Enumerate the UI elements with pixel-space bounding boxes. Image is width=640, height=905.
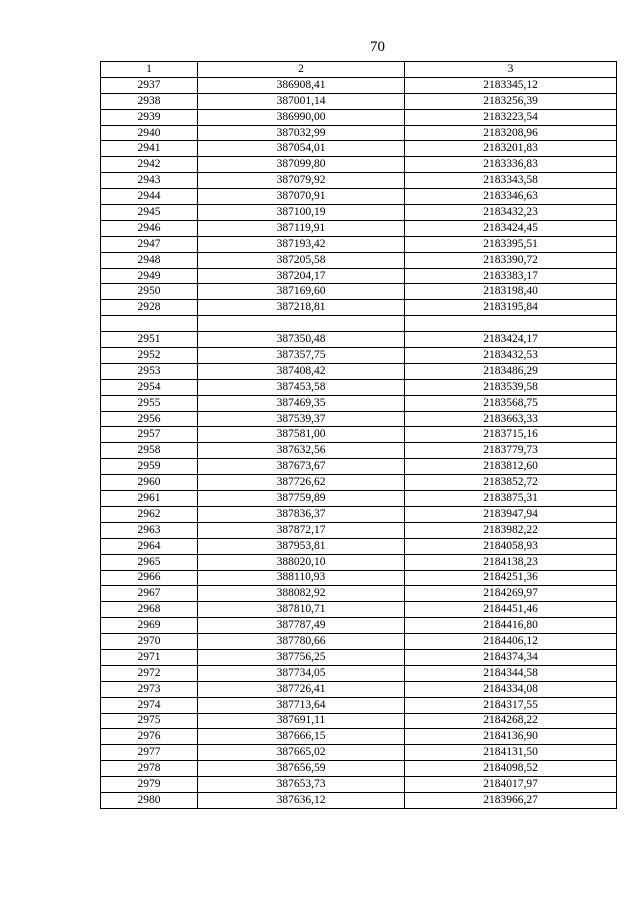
point-number-cell: 2973 xyxy=(101,681,198,697)
x-coordinate-cell: 387726,41 xyxy=(198,681,405,697)
x-coordinate-cell: 387665,02 xyxy=(198,745,405,761)
y-coordinate-cell: 2184058,93 xyxy=(405,538,617,554)
table-row xyxy=(101,332,617,348)
point-number-cell: 2965 xyxy=(101,554,198,570)
x-coordinate-cell: 387469,35 xyxy=(198,395,405,411)
x-coordinate-cell: 387872,17 xyxy=(198,522,405,538)
y-coordinate-cell xyxy=(405,316,617,332)
y-coordinate-cell: 2183424,17 xyxy=(405,332,617,348)
table-row xyxy=(101,777,617,793)
x-coordinate-cell: 387539,37 xyxy=(198,411,405,427)
y-coordinate-cell: 2184317,55 xyxy=(405,697,617,713)
table-body xyxy=(101,77,617,808)
table-row xyxy=(101,173,617,189)
point-number-cell: 2959 xyxy=(101,459,198,475)
x-coordinate-cell: 387691,11 xyxy=(198,713,405,729)
table-row xyxy=(101,93,617,109)
table-row xyxy=(101,522,617,538)
table-row xyxy=(101,792,617,808)
y-coordinate-cell: 2183779,73 xyxy=(405,443,617,459)
x-coordinate-cell: 386908,41 xyxy=(198,77,405,93)
table-row xyxy=(101,284,617,300)
point-number-cell: 2978 xyxy=(101,761,198,777)
column-header-1: 1 xyxy=(101,62,198,78)
table-row xyxy=(101,586,617,602)
point-number-cell: 2962 xyxy=(101,506,198,522)
point-number-cell: 2956 xyxy=(101,411,198,427)
table-row xyxy=(101,141,617,157)
point-number-cell: 2952 xyxy=(101,348,198,364)
table-row xyxy=(101,681,617,697)
table-row xyxy=(101,602,617,618)
table-row xyxy=(101,157,617,173)
point-number-cell: 2958 xyxy=(101,443,198,459)
x-coordinate-cell: 387713,64 xyxy=(198,697,405,713)
x-coordinate-cell: 387001,14 xyxy=(198,93,405,109)
y-coordinate-cell: 2183390,72 xyxy=(405,252,617,268)
y-coordinate-cell: 2184136,90 xyxy=(405,729,617,745)
table-row xyxy=(101,236,617,252)
table-row xyxy=(101,379,617,395)
y-coordinate-cell: 2183432,23 xyxy=(405,205,617,221)
table-row xyxy=(101,395,617,411)
table-row xyxy=(101,538,617,554)
table-row xyxy=(101,554,617,570)
table-row xyxy=(101,570,617,586)
point-number-cell: 2961 xyxy=(101,491,198,507)
y-coordinate-cell: 2183663,33 xyxy=(405,411,617,427)
table-row xyxy=(101,443,617,459)
point-number-cell: 2976 xyxy=(101,729,198,745)
x-coordinate-cell xyxy=(198,316,405,332)
y-coordinate-cell: 2184017,97 xyxy=(405,777,617,793)
point-number-cell: 2975 xyxy=(101,713,198,729)
y-coordinate-cell: 2183343,58 xyxy=(405,173,617,189)
y-coordinate-cell: 2184098,52 xyxy=(405,761,617,777)
x-coordinate-cell: 387204,17 xyxy=(198,268,405,284)
y-coordinate-cell: 2183947,94 xyxy=(405,506,617,522)
point-number-cell: 2960 xyxy=(101,475,198,491)
x-coordinate-cell: 387836,37 xyxy=(198,506,405,522)
y-coordinate-cell: 2183424,45 xyxy=(405,220,617,236)
x-coordinate-cell: 387953,81 xyxy=(198,538,405,554)
y-coordinate-cell: 2183345,12 xyxy=(405,77,617,93)
point-number-cell: 2972 xyxy=(101,665,198,681)
point-number-cell: 2977 xyxy=(101,745,198,761)
y-coordinate-cell: 2183715,16 xyxy=(405,427,617,443)
table-row xyxy=(101,506,617,522)
x-coordinate-cell: 387581,00 xyxy=(198,427,405,443)
point-number-cell: 2943 xyxy=(101,173,198,189)
point-number-cell: 2954 xyxy=(101,379,198,395)
y-coordinate-cell: 2184451,46 xyxy=(405,602,617,618)
y-coordinate-cell: 2183346,63 xyxy=(405,189,617,205)
table-row xyxy=(101,348,617,364)
point-number-cell: 2974 xyxy=(101,697,198,713)
y-coordinate-cell: 2184334,08 xyxy=(405,681,617,697)
y-coordinate-cell: 2183966,27 xyxy=(405,792,617,808)
y-coordinate-cell: 2184416,80 xyxy=(405,618,617,634)
y-coordinate-cell: 2184268,22 xyxy=(405,713,617,729)
x-coordinate-cell: 387119,91 xyxy=(198,220,405,236)
coordinates-table xyxy=(100,61,617,809)
table-row xyxy=(101,634,617,650)
y-coordinate-cell: 2183432,53 xyxy=(405,348,617,364)
point-number-cell: 2957 xyxy=(101,427,198,443)
y-coordinate-cell: 2183198,40 xyxy=(405,284,617,300)
y-coordinate-cell: 2183852,72 xyxy=(405,475,617,491)
point-number-cell: 2955 xyxy=(101,395,198,411)
x-coordinate-cell: 387100,19 xyxy=(198,205,405,221)
x-coordinate-cell: 387453,58 xyxy=(198,379,405,395)
x-coordinate-cell: 387636,12 xyxy=(198,792,405,808)
y-coordinate-cell: 2183383,17 xyxy=(405,268,617,284)
x-coordinate-cell: 387759,89 xyxy=(198,491,405,507)
point-number-cell: 2971 xyxy=(101,649,198,665)
point-number-cell: 2948 xyxy=(101,252,198,268)
x-coordinate-cell: 387032,99 xyxy=(198,125,405,141)
y-coordinate-cell: 2184406,12 xyxy=(405,634,617,650)
point-number-cell: 2941 xyxy=(101,141,198,157)
y-coordinate-cell: 2184269,97 xyxy=(405,586,617,602)
y-coordinate-cell: 2183195,84 xyxy=(405,300,617,316)
y-coordinate-cell: 2183395,51 xyxy=(405,236,617,252)
x-coordinate-cell: 388020,10 xyxy=(198,554,405,570)
table-row xyxy=(101,745,617,761)
table-row xyxy=(101,411,617,427)
x-coordinate-cell: 387408,42 xyxy=(198,363,405,379)
x-coordinate-cell: 387787,49 xyxy=(198,618,405,634)
table-row xyxy=(101,205,617,221)
table-row xyxy=(101,761,617,777)
x-coordinate-cell: 387756,25 xyxy=(198,649,405,665)
table-row xyxy=(101,697,617,713)
point-number-cell xyxy=(101,316,198,332)
y-coordinate-cell: 2183336,83 xyxy=(405,157,617,173)
y-coordinate-cell: 2184131,50 xyxy=(405,745,617,761)
table-row xyxy=(101,125,617,141)
table-row xyxy=(101,665,617,681)
table-row xyxy=(101,427,617,443)
table-row xyxy=(101,713,617,729)
point-number-cell: 2944 xyxy=(101,189,198,205)
point-number-cell: 2967 xyxy=(101,586,198,602)
x-coordinate-cell: 387218,81 xyxy=(198,300,405,316)
table-row xyxy=(101,618,617,634)
y-coordinate-cell: 2183223,54 xyxy=(405,109,617,125)
x-coordinate-cell: 387169,60 xyxy=(198,284,405,300)
point-number-cell: 2969 xyxy=(101,618,198,634)
y-coordinate-cell: 2183208,96 xyxy=(405,125,617,141)
y-coordinate-cell: 2184138,23 xyxy=(405,554,617,570)
x-coordinate-cell: 387673,67 xyxy=(198,459,405,475)
y-coordinate-cell: 2183812,60 xyxy=(405,459,617,475)
point-number-cell: 2953 xyxy=(101,363,198,379)
point-number-cell: 2938 xyxy=(101,93,198,109)
x-coordinate-cell: 387734,05 xyxy=(198,665,405,681)
point-number-cell: 2963 xyxy=(101,522,198,538)
point-number-cell: 2951 xyxy=(101,332,198,348)
table-row xyxy=(101,729,617,745)
table-row xyxy=(101,220,617,236)
table-row xyxy=(101,77,617,93)
column-header-2: 2 xyxy=(198,62,405,78)
y-coordinate-cell: 2184251,36 xyxy=(405,570,617,586)
point-number-cell: 2970 xyxy=(101,634,198,650)
x-coordinate-cell: 387653,73 xyxy=(198,777,405,793)
x-coordinate-cell: 388110,93 xyxy=(198,570,405,586)
table-row xyxy=(101,459,617,475)
x-coordinate-cell: 387054,01 xyxy=(198,141,405,157)
point-number-cell: 2939 xyxy=(101,109,198,125)
point-number-cell: 2947 xyxy=(101,236,198,252)
point-number-cell: 2937 xyxy=(101,77,198,93)
y-coordinate-cell: 2183539,58 xyxy=(405,379,617,395)
x-coordinate-cell: 386990,00 xyxy=(198,109,405,125)
x-coordinate-cell: 387726,62 xyxy=(198,475,405,491)
point-number-cell: 2946 xyxy=(101,220,198,236)
point-number-cell: 2928 xyxy=(101,300,198,316)
y-coordinate-cell: 2183486,29 xyxy=(405,363,617,379)
y-coordinate-cell: 2183256,39 xyxy=(405,93,617,109)
table-row xyxy=(101,363,617,379)
point-number-cell: 2964 xyxy=(101,538,198,554)
point-number-cell: 2980 xyxy=(101,792,198,808)
table-row xyxy=(101,268,617,284)
point-number-cell: 2940 xyxy=(101,125,198,141)
x-coordinate-cell: 387357,75 xyxy=(198,348,405,364)
y-coordinate-cell: 2183982,22 xyxy=(405,522,617,538)
y-coordinate-cell: 2184374,34 xyxy=(405,649,617,665)
point-number-cell: 2966 xyxy=(101,570,198,586)
x-coordinate-cell: 388082,92 xyxy=(198,586,405,602)
y-coordinate-cell: 2183875,31 xyxy=(405,491,617,507)
y-coordinate-cell: 2183201,83 xyxy=(405,141,617,157)
y-coordinate-cell: 2183568,75 xyxy=(405,395,617,411)
table-row xyxy=(101,316,617,332)
table-row xyxy=(101,300,617,316)
x-coordinate-cell: 387656,59 xyxy=(198,761,405,777)
table-row xyxy=(101,252,617,268)
x-coordinate-cell: 387099,80 xyxy=(198,157,405,173)
y-coordinate-cell: 2184344,58 xyxy=(405,665,617,681)
x-coordinate-cell: 387205,58 xyxy=(198,252,405,268)
column-header-3: 3 xyxy=(405,62,617,78)
point-number-cell: 2979 xyxy=(101,777,198,793)
x-coordinate-cell: 387780,66 xyxy=(198,634,405,650)
x-coordinate-cell: 387070,91 xyxy=(198,189,405,205)
table-row xyxy=(101,649,617,665)
table-row xyxy=(101,109,617,125)
x-coordinate-cell: 387810,71 xyxy=(198,602,405,618)
table-row xyxy=(101,475,617,491)
point-number-cell: 2942 xyxy=(101,157,198,173)
point-number-cell: 2945 xyxy=(101,205,198,221)
x-coordinate-cell: 387632,56 xyxy=(198,443,405,459)
x-coordinate-cell: 387666,15 xyxy=(198,729,405,745)
x-coordinate-cell: 387350,48 xyxy=(198,332,405,348)
point-number-cell: 2949 xyxy=(101,268,198,284)
page-number: 70 xyxy=(370,39,385,55)
table-row xyxy=(101,189,617,205)
table-row xyxy=(101,491,617,507)
x-coordinate-cell: 387079,92 xyxy=(198,173,405,189)
point-number-cell: 2950 xyxy=(101,284,198,300)
x-coordinate-cell: 387193,42 xyxy=(198,236,405,252)
table-header-row xyxy=(101,62,617,78)
point-number-cell: 2968 xyxy=(101,602,198,618)
